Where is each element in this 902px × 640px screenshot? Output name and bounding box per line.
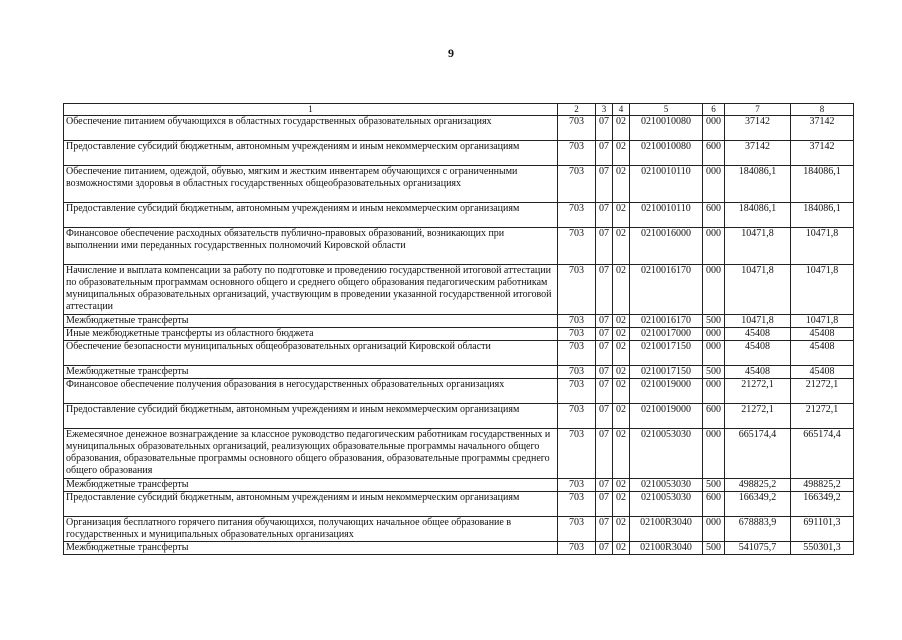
subsection-code-a: 07 [596, 166, 613, 203]
amount-year-1: 166349,2 [725, 492, 791, 517]
row-name: Иные межбюджетные трансферты из областного бюджета [64, 328, 558, 341]
subsection-code-b: 02 [613, 492, 630, 517]
amount-year-2: 184086,1 [791, 166, 854, 203]
subsection-code-a: 07 [596, 479, 613, 492]
amount-year-1: 10471,8 [725, 228, 791, 265]
table-row [64, 341, 854, 366]
amount-year-2: 665174,4 [791, 429, 854, 479]
amount-year-1: 10471,8 [725, 265, 791, 315]
column-header: 1 [64, 104, 558, 116]
row-name: Межбюджетные трансферты [64, 366, 558, 379]
target-code: 0210016000 [630, 228, 703, 265]
amount-year-2: 21272,1 [791, 404, 854, 429]
subsection-code-b: 02 [613, 228, 630, 265]
subsection-code-b: 02 [613, 517, 630, 542]
header-row [64, 104, 854, 116]
subsection-code-a: 07 [596, 265, 613, 315]
subsection-code-b: 02 [613, 141, 630, 166]
section-code: 703 [558, 203, 596, 228]
table-row [64, 479, 854, 492]
target-code: 0210010110 [630, 166, 703, 203]
row-name: Организация бесплатного горячего питания обучающихся, получающих начальное общее образование в государственных и муниципальных образовательных организациях [64, 517, 558, 542]
subsection-code-a: 07 [596, 315, 613, 328]
row-name: Предоставление субсидий бюджетным, автономным учреждениям и иным некоммерческим организациям [64, 141, 558, 166]
amount-year-2: 37142 [791, 116, 854, 141]
table-row [64, 166, 854, 203]
section-code: 703 [558, 265, 596, 315]
table-row [64, 542, 854, 555]
expense-type: 000 [703, 517, 725, 542]
row-name: Межбюджетные трансферты [64, 479, 558, 492]
subsection-code-a: 07 [596, 341, 613, 366]
table-body [64, 116, 854, 555]
amount-year-1: 184086,1 [725, 166, 791, 203]
subsection-code-b: 02 [613, 429, 630, 479]
budget-table [63, 103, 854, 555]
subsection-code-b: 02 [613, 116, 630, 141]
subsection-code-a: 07 [596, 328, 613, 341]
subsection-code-a: 07 [596, 517, 613, 542]
expense-type: 500 [703, 479, 725, 492]
target-code: 0210053030 [630, 429, 703, 479]
target-code: 02100R3040 [630, 542, 703, 555]
target-code: 0210019000 [630, 404, 703, 429]
table-row [64, 429, 854, 479]
target-code: 0210016170 [630, 265, 703, 315]
section-code: 703 [558, 366, 596, 379]
subsection-code-a: 07 [596, 203, 613, 228]
expense-type: 500 [703, 542, 725, 555]
subsection-code-b: 02 [613, 315, 630, 328]
column-header: 6 [703, 104, 725, 116]
subsection-code-b: 02 [613, 341, 630, 366]
row-name: Ежемесячное денежное вознаграждение за классное руководство педагогическим работникам государственных и муниципальных образовательных организаций, реализующих образовательные программы начального общего образования, образовательные программы основного общего образования, образовательные программы среднего общего образования [64, 429, 558, 479]
section-code: 703 [558, 542, 596, 555]
section-code: 703 [558, 141, 596, 166]
target-code: 0210017150 [630, 341, 703, 366]
amount-year-1: 10471,8 [725, 315, 791, 328]
amount-year-2: 691101,3 [791, 517, 854, 542]
expense-type: 000 [703, 166, 725, 203]
table-row [64, 366, 854, 379]
expense-type: 600 [703, 404, 725, 429]
amount-year-2: 184086,1 [791, 203, 854, 228]
table-row [64, 379, 854, 404]
target-code: 0210053030 [630, 492, 703, 517]
subsection-code-a: 07 [596, 379, 613, 404]
table-row [64, 203, 854, 228]
column-header: 8 [791, 104, 854, 116]
target-code: 0210016170 [630, 315, 703, 328]
table-row [64, 228, 854, 265]
subsection-code-a: 07 [596, 429, 613, 479]
expense-type: 600 [703, 203, 725, 228]
table-row [64, 404, 854, 429]
amount-year-1: 21272,1 [725, 404, 791, 429]
section-code: 703 [558, 116, 596, 141]
section-code: 703 [558, 492, 596, 517]
row-name: Предоставление субсидий бюджетным, автономным учреждениям и иным некоммерческим организациям [64, 492, 558, 517]
expense-type: 000 [703, 341, 725, 366]
amount-year-1: 45408 [725, 366, 791, 379]
amount-year-1: 184086,1 [725, 203, 791, 228]
target-code: 0210017150 [630, 366, 703, 379]
subsection-code-b: 02 [613, 203, 630, 228]
section-code: 703 [558, 228, 596, 265]
amount-year-1: 678883,9 [725, 517, 791, 542]
column-header: 4 [613, 104, 630, 116]
expense-type: 000 [703, 265, 725, 315]
column-header: 7 [725, 104, 791, 116]
expense-type: 500 [703, 366, 725, 379]
subsection-code-b: 02 [613, 404, 630, 429]
amount-year-2: 10471,8 [791, 228, 854, 265]
target-code: 0210017000 [630, 328, 703, 341]
subsection-code-b: 02 [613, 166, 630, 203]
row-name: Предоставление субсидий бюджетным, автономным учреждениям и иным некоммерческим организациям [64, 404, 558, 429]
row-name: Финансовое обеспечение получения образования в негосударственных образовательных организациях [64, 379, 558, 404]
subsection-code-b: 02 [613, 328, 630, 341]
section-code: 703 [558, 328, 596, 341]
column-header: 3 [596, 104, 613, 116]
expense-type: 000 [703, 328, 725, 341]
amount-year-2: 498825,2 [791, 479, 854, 492]
amount-year-2: 45408 [791, 341, 854, 366]
amount-year-2: 37142 [791, 141, 854, 166]
target-code: 02100R3040 [630, 517, 703, 542]
section-code: 703 [558, 341, 596, 366]
row-name: Начисление и выплата компенсации за работу по подготовке и проведению государственной итоговой аттестации по образовательным программам основного общего и среднего общего образования педагогическим работникам муниципальных образовательных организаций, участвующим в проведении указанной государственной итоговой аттестации [64, 265, 558, 315]
expense-type: 600 [703, 492, 725, 517]
subsection-code-b: 02 [613, 542, 630, 555]
target-code: 0210010080 [630, 141, 703, 166]
subsection-code-b: 02 [613, 366, 630, 379]
section-code: 703 [558, 379, 596, 404]
amount-year-1: 45408 [725, 328, 791, 341]
amount-year-1: 37142 [725, 116, 791, 141]
amount-year-2: 21272,1 [791, 379, 854, 404]
row-name: Межбюджетные трансферты [64, 315, 558, 328]
expense-type: 000 [703, 228, 725, 265]
section-code: 703 [558, 166, 596, 203]
expense-type: 000 [703, 116, 725, 141]
page-number: 9 [448, 46, 454, 60]
subsection-code-a: 07 [596, 228, 613, 265]
amount-year-2: 10471,8 [791, 265, 854, 315]
section-code: 703 [558, 315, 596, 328]
subsection-code-b: 02 [613, 379, 630, 404]
target-code: 0210019000 [630, 379, 703, 404]
table-row [64, 116, 854, 141]
expense-type: 000 [703, 429, 725, 479]
subsection-code-a: 07 [596, 542, 613, 555]
amount-year-1: 665174,4 [725, 429, 791, 479]
expense-type: 500 [703, 315, 725, 328]
table-row [64, 517, 854, 542]
amount-year-2: 45408 [791, 366, 854, 379]
subsection-code-a: 07 [596, 404, 613, 429]
table-row [64, 265, 854, 315]
row-name: Межбюджетные трансферты [64, 542, 558, 555]
subsection-code-a: 07 [596, 141, 613, 166]
target-code: 0210053030 [630, 479, 703, 492]
column-header: 2 [558, 104, 596, 116]
amount-year-2: 10471,8 [791, 315, 854, 328]
section-code: 703 [558, 429, 596, 479]
row-name: Предоставление субсидий бюджетным, автономным учреждениям и иным некоммерческим организациям [64, 203, 558, 228]
section-code: 703 [558, 404, 596, 429]
amount-year-1: 498825,2 [725, 479, 791, 492]
subsection-code-b: 02 [613, 265, 630, 315]
amount-year-2: 166349,2 [791, 492, 854, 517]
row-name: Обеспечение питанием, одеждой, обувью, мягким и жестким инвентарем обучающихся с ограниченными возможностями здоровья в областных государственных общеобразовательных организациях [64, 166, 558, 203]
section-code: 703 [558, 517, 596, 542]
table-row [64, 315, 854, 328]
row-name: Обеспечение безопасности муниципальных общеобразовательных организаций Кировской области [64, 341, 558, 366]
table-row [64, 141, 854, 166]
table-row [64, 492, 854, 517]
row-name: Финансовое обеспечение расходных обязательств публично-правовых образований, возникающих при выполнении ими переданных государственных полномочий Кировской области [64, 228, 558, 265]
table-row [64, 328, 854, 341]
row-name: Обеспечение питанием обучающихся в областных государственных образовательных организациях [64, 116, 558, 141]
subsection-code-b: 02 [613, 479, 630, 492]
expense-type: 600 [703, 141, 725, 166]
amount-year-1: 37142 [725, 141, 791, 166]
subsection-code-a: 07 [596, 116, 613, 141]
amount-year-2: 45408 [791, 328, 854, 341]
amount-year-1: 541075,7 [725, 542, 791, 555]
section-code: 703 [558, 479, 596, 492]
column-header: 5 [630, 104, 703, 116]
subsection-code-a: 07 [596, 492, 613, 517]
expense-type: 000 [703, 379, 725, 404]
amount-year-2: 550301,3 [791, 542, 854, 555]
target-code: 0210010080 [630, 116, 703, 141]
amount-year-1: 45408 [725, 341, 791, 366]
target-code: 0210010110 [630, 203, 703, 228]
subsection-code-a: 07 [596, 366, 613, 379]
amount-year-1: 21272,1 [725, 379, 791, 404]
